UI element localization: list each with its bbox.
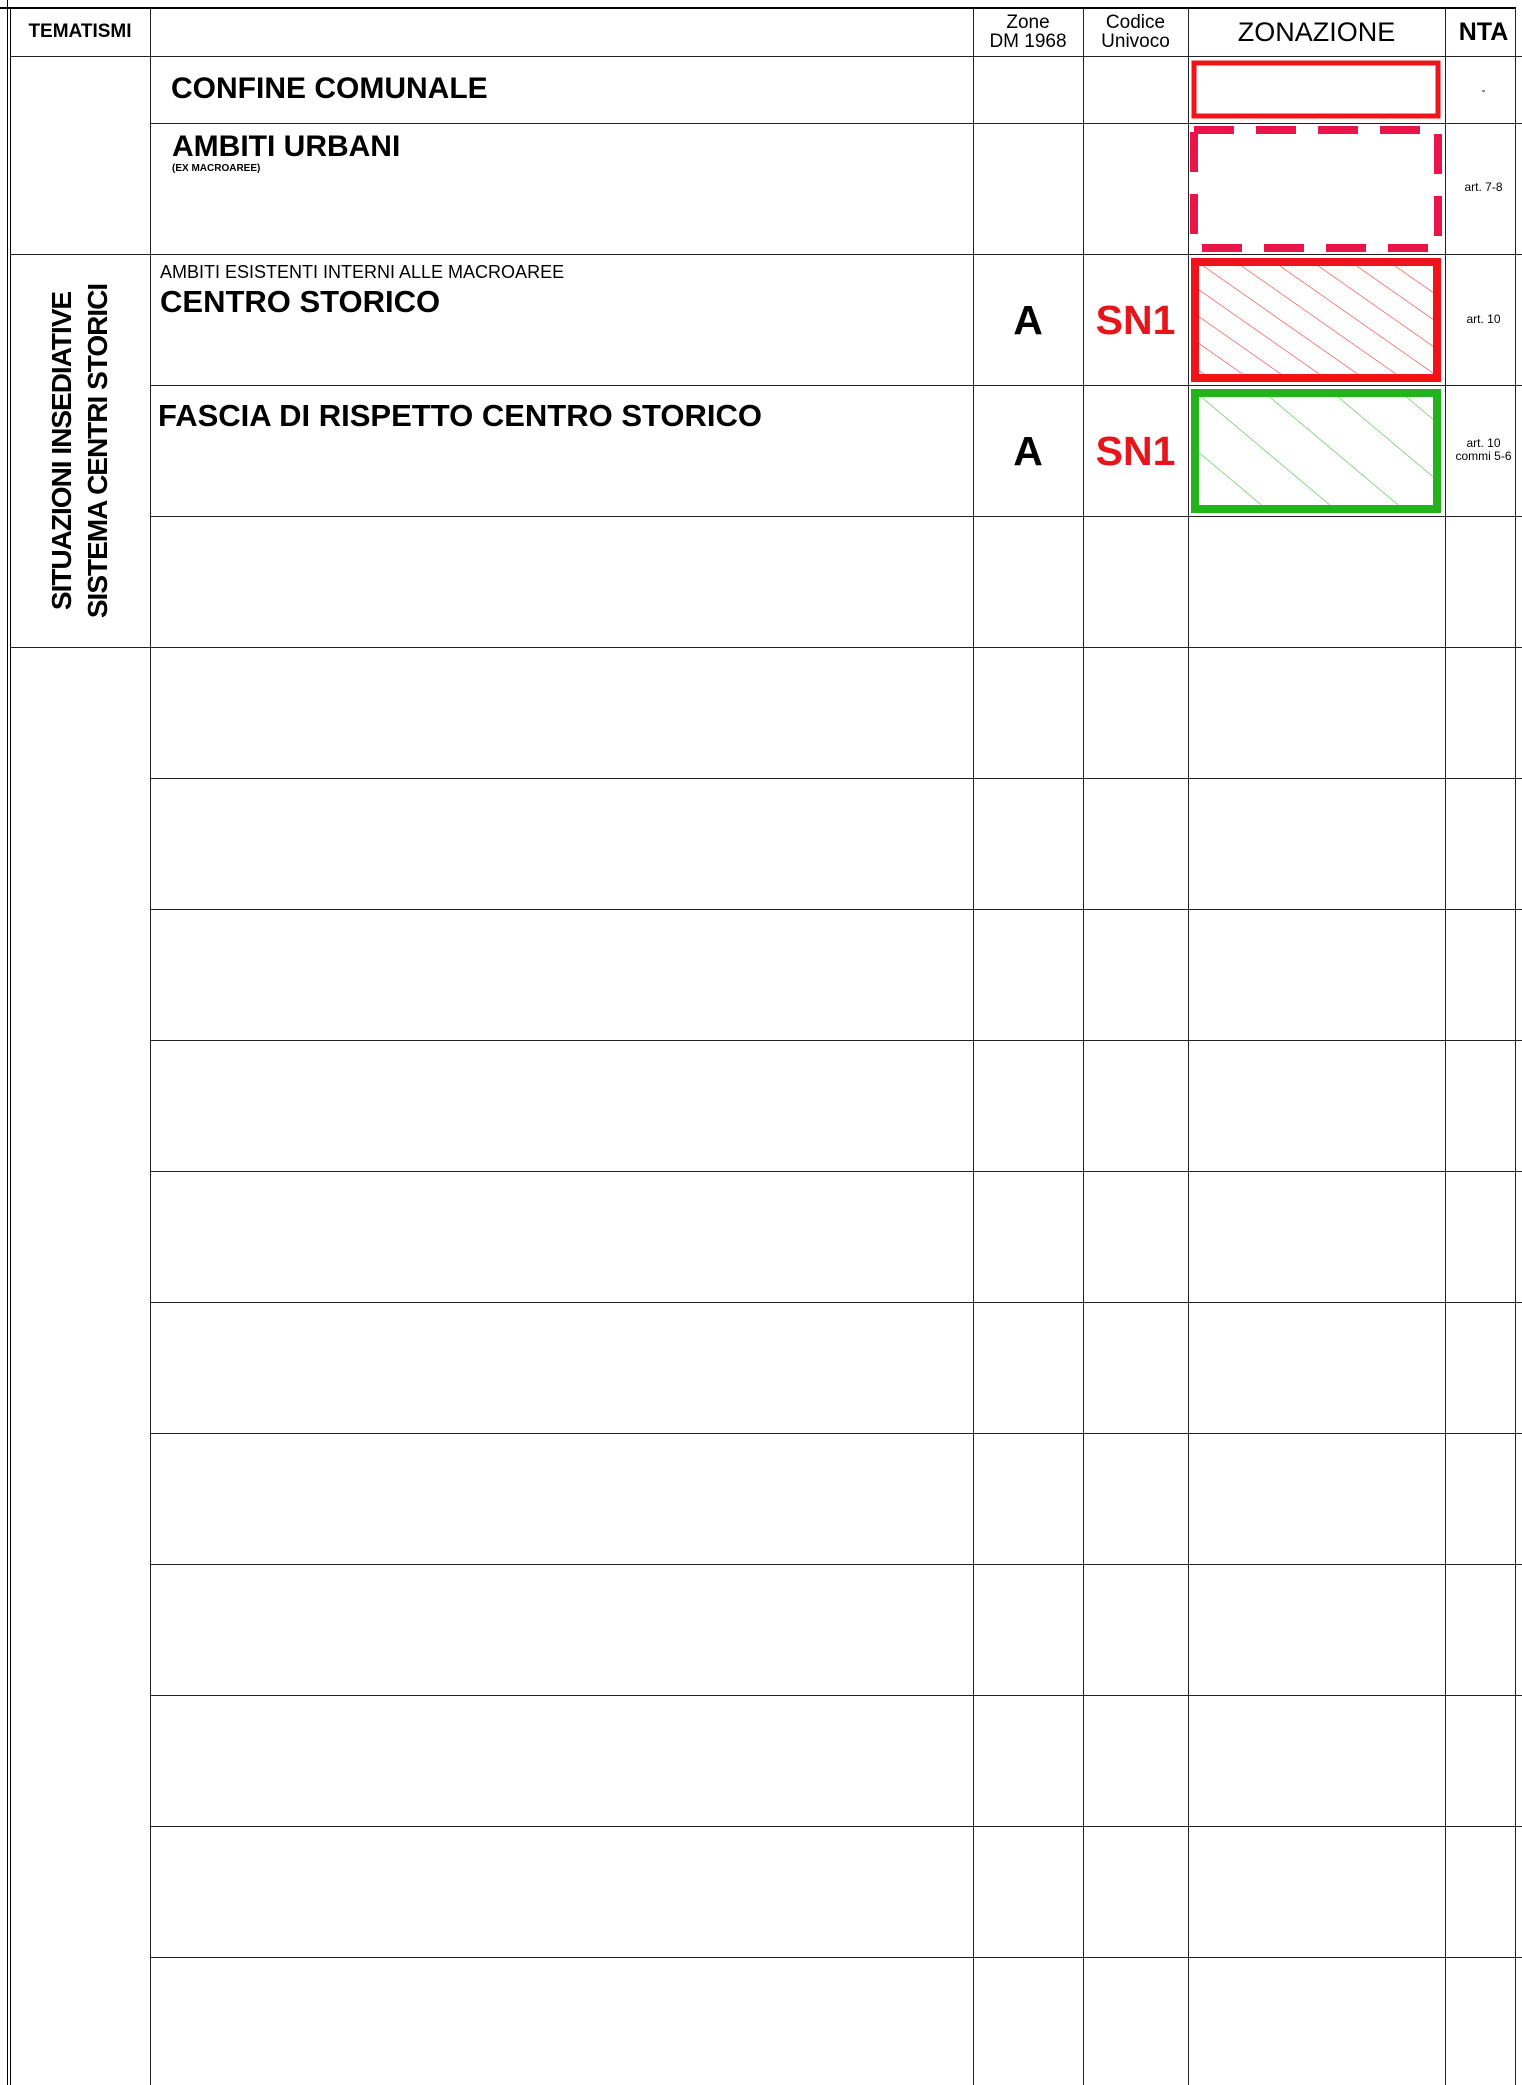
grid-col-tematismi [150, 8, 151, 2085]
grid-line [150, 1695, 1522, 1696]
grid-line [150, 1564, 1522, 1565]
header-nta: NTA [1458, 17, 1509, 46]
header-codice-univoco [1083, 8, 1188, 56]
group-label-line2: SISTEMA CENTRI STORICI [82, 283, 113, 619]
row-centro-storico-zone: A [1013, 297, 1043, 343]
header-codice-line2: Univoco [1101, 31, 1170, 52]
header-zone-dm1968 [973, 8, 1083, 56]
green-hatched-fill-icon [1190, 388, 1442, 514]
header-zonazione: ZONAZIONE [1237, 16, 1396, 47]
row-confine-comunale-nta: - [1481, 83, 1486, 97]
header-tematismi: TEMATISMI [28, 21, 132, 42]
row-ambiti-urbani-title: AMBITI URBANI [172, 130, 401, 163]
group-label [44, 284, 116, 618]
row-centro-storico-pretitle: AMBITI ESISTENTI INTERNI ALLE MACROAREE [160, 262, 565, 282]
grid-line [150, 1433, 1522, 1434]
row-fascia-rispetto-title: FASCIA DI RISPETTO CENTRO STORICO [158, 398, 762, 433]
grid-line-header [10, 56, 1522, 57]
row-ambiti-urbani-subtitle: (EX MACROAREE) [172, 163, 261, 174]
grid-line-group-end [10, 647, 1522, 648]
grid-line [150, 1040, 1522, 1041]
row-fascia-rispetto-zone: A [1013, 428, 1043, 474]
header-zone-line1: Zone [1006, 12, 1050, 33]
group-label-cell [10, 255, 150, 647]
grid-col-codice [1188, 8, 1189, 2085]
red-hatched-fill-icon [1190, 257, 1442, 383]
grid-line [150, 1957, 1522, 1958]
solid-red-outline-icon [1190, 60, 1442, 120]
row-fascia-rispetto-code: SN1 [1095, 428, 1176, 474]
grid-line-row2 [10, 254, 1522, 255]
left-border-outer [7, 0, 8, 2085]
row-centro-storico-title: CENTRO STORICO [160, 284, 441, 319]
row-centro-storico-code: SN1 [1095, 297, 1176, 343]
grid-line [150, 1826, 1522, 1827]
header-zone-line2: DM 1968 [989, 31, 1067, 52]
row-confine-comunale-title: CONFINE COMUNALE [171, 72, 488, 105]
dashed-pink-outline-icon [1190, 126, 1442, 252]
header-codice-line1: Codice [1105, 12, 1166, 33]
grid-line [150, 1171, 1522, 1172]
grid-line [150, 778, 1522, 779]
row-fascia-rispetto-nta [1445, 437, 1522, 463]
row-fascia-rispetto-nta-line2: commi 5-6 [1455, 449, 1512, 463]
row-fascia-rispetto-nta-line1: art. 10 [1466, 436, 1501, 450]
grid-line [150, 1302, 1522, 1303]
grid-line-row4 [150, 516, 1522, 517]
grid-line-row3 [150, 385, 1522, 386]
grid-line-row1 [150, 123, 1522, 124]
group-label-line1: SITUAZIONI INSEDIATIVE [46, 291, 77, 611]
row-ambiti-urbani-nta: art. 7-8 [1464, 180, 1503, 194]
row-centro-storico-nta: art. 10 [1466, 312, 1501, 326]
grid-line [150, 909, 1522, 910]
